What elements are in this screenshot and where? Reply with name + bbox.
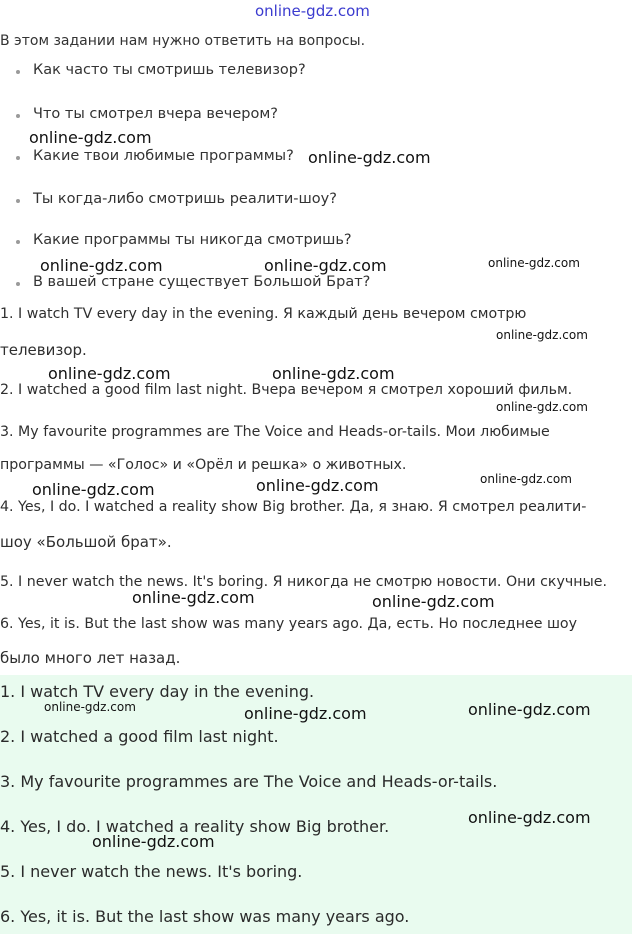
watermark: online-gdz.com — [480, 472, 572, 486]
bullet-icon — [16, 70, 20, 74]
question-text: Как часто ты смотришь телевизор? — [33, 62, 306, 78]
answer-line: программы — «Голос» и «Орёл и решка» о животных. — [0, 457, 407, 473]
intro-text: В этом задании нам нужно ответить на вопросы. — [0, 33, 366, 49]
final-answer-line: 4. Yes, I do. I watched a reality show Big brother. — [0, 817, 390, 836]
watermark: online-gdz.com — [132, 588, 255, 607]
question-text: Ты когда-либо смотришь реалити-шоу? — [33, 191, 337, 207]
watermark: online-gdz.com — [48, 364, 171, 383]
final-answer-line: 6. Yes, it is. But the last show was many years ago. — [0, 907, 410, 926]
bullet-icon — [16, 114, 20, 118]
answer-line: 2. I watched a good film last night. Вчера вечером я смотрел хороший фильм. — [0, 382, 573, 398]
watermark: online-gdz.com — [44, 700, 136, 714]
answer-line: шоу «Большой брат». — [0, 533, 172, 551]
watermark: online-gdz.com — [308, 148, 431, 167]
answer-line: телевизор. — [0, 341, 87, 359]
watermark: online-gdz.com — [496, 400, 588, 414]
watermark: online-gdz.com — [496, 328, 588, 342]
answer-line: 4. Yes, I do. I watched a reality show Big brother. Да, я знаю. Я смотрел реалити- — [0, 499, 587, 515]
bullet-icon — [16, 156, 20, 160]
watermark: online-gdz.com — [272, 364, 395, 383]
watermark: online-gdz.com — [468, 700, 591, 719]
final-answer-line: 3. My favourite programmes are The Voice and Heads-or-tails. — [0, 772, 498, 791]
question-text: Какие программы ты никогда смотришь? — [33, 232, 352, 248]
watermark: online-gdz.com — [468, 808, 591, 827]
watermark: online-gdz.com — [32, 480, 155, 499]
watermark: online-gdz.com — [40, 256, 163, 275]
watermark: online-gdz.com — [372, 592, 495, 611]
answer-line: было много лет назад. — [0, 649, 181, 667]
answer-line: 5. I never watch the news. It's boring. Я никогда не смотрю новости. Они скучные. — [0, 574, 607, 590]
answer-line: 3. My favourite programmes are The Voice and Heads-or-tails. Мои любимые — [0, 424, 550, 440]
watermark: online-gdz.com — [488, 256, 580, 270]
final-answer-line: 5. I never watch the news. It's boring. — [0, 862, 303, 881]
watermark: online-gdz.com — [29, 128, 152, 147]
answer-line: 1. I watch TV every day in the evening. Я каждый день вечером смотрю — [0, 306, 527, 322]
final-answer-line: 1. I watch TV every day in the evening. — [0, 682, 315, 701]
watermark: online-gdz.com — [264, 256, 387, 275]
question-text: Какие твои любимые программы? — [33, 148, 294, 164]
answer-line: 6. Yes, it is. But the last show was many years ago. Да, есть. Но последнее шоу — [0, 616, 578, 632]
question-text: В вашей стране существует Большой Брат? — [33, 274, 371, 290]
final-answer-line: 2. I watched a good film last night. — [0, 727, 279, 746]
question-text: Что ты смотрел вчера вечером? — [33, 106, 278, 122]
bullet-icon — [16, 199, 20, 203]
site-header-link[interactable]: online-gdz.com — [255, 2, 370, 20]
watermark: online-gdz.com — [244, 704, 367, 723]
watermark: online-gdz.com — [256, 476, 379, 495]
bullet-icon — [16, 282, 20, 286]
watermark: online-gdz.com — [92, 832, 215, 851]
bullet-icon — [16, 240, 20, 244]
